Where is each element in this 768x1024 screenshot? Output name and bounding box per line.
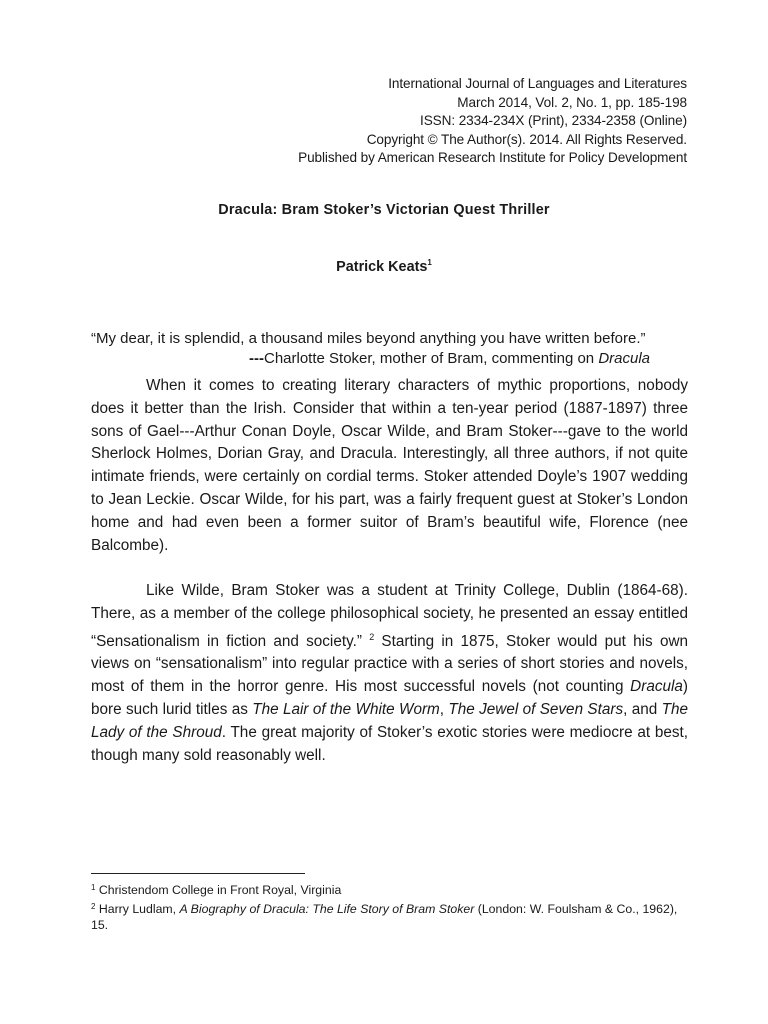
paragraph-2-text bbox=[91, 580, 688, 767]
journal-issue: March 2014, Vol. 2, No. 1, pp. 185-198 bbox=[457, 94, 687, 110]
journal-name: International Journal of Languages and Literatures bbox=[388, 76, 687, 91]
footnote-1-mark: 1 bbox=[91, 883, 96, 892]
epigraph-attribution bbox=[91, 349, 691, 369]
journal-copyright: Copyright © The Author(s). 2014. All Rights Reserved. bbox=[366, 131, 687, 147]
paragraph-2-part-f: . The great majority of Stoker’s exotic stories were mediocre at best, though many sold reasonably well. bbox=[91, 723, 688, 764]
footnotes bbox=[91, 880, 691, 934]
footnote-2-book-title: A Biography of Dracula: The Life Story of Bram Stoker bbox=[179, 901, 475, 916]
epigraph-quote: “My dear, it is splendid, a thousand miles beyond anything you have written before.” bbox=[91, 330, 646, 347]
paragraph-2-part-d: , bbox=[439, 700, 449, 718]
italic-lady-shroud: The Lady of the Shroud bbox=[91, 700, 688, 741]
footnote-1 bbox=[91, 880, 691, 899]
paragraph-2-part-e: , and bbox=[623, 700, 662, 718]
footnote-1-text: Christendom College in Front Royal, Virginia bbox=[95, 883, 342, 897]
article-author bbox=[0, 258, 768, 275]
journal-issn: ISSN: 2334-234X (Print), 2334-2358 (Online) bbox=[420, 113, 687, 128]
paragraph-1 bbox=[91, 375, 688, 557]
paragraph-2 bbox=[91, 580, 688, 767]
epigraph-attribution-text: Charlotte Stoker, mother of Bram, commenting on bbox=[264, 350, 599, 367]
paragraph-2-part-b: Starting in 1875, Stoker would put his own views on “sensationalism” into regular practice with a series of short stories and novels, most of them in the horror genre. His most successful novels (not counting bbox=[91, 632, 689, 696]
epigraph-work: Dracula bbox=[598, 350, 651, 367]
footnote-2-post: (London: W. Foulsham & Co., 1962), 15. bbox=[91, 901, 678, 932]
footnote-2-pre: Harry Ludlam, bbox=[95, 901, 180, 916]
author-name: Patrick Keats bbox=[336, 259, 428, 275]
footnote-divider bbox=[91, 873, 305, 874]
italic-white-worm: The Lair of the White Worm bbox=[252, 700, 440, 718]
italic-dracula: Dracula bbox=[630, 678, 683, 696]
epigraph-dashes: --- bbox=[249, 350, 264, 367]
article-title: Dracula: Bram Stoker’s Victorian Quest Thriller bbox=[218, 202, 550, 218]
italic-seven-stars: The Jewel of Seven Stars bbox=[448, 700, 624, 718]
journal-publisher: Published by American Research Institute for Policy Development bbox=[298, 150, 687, 165]
paragraph-2-part-c: ) bore such lurid titles as bbox=[91, 678, 688, 718]
paragraph-1-text: When it comes to creating literary characters of mythic proportions, nobody does it better than the Irish. Consider that within a ten-year period (1887-1897) three sons of Gael---Arthur Conan Doyle, Oscar Wilde, and Bram Stoker---gave to the world Sherlock Holmes, Dorian Gray, and Dracula. Interestingly, all three authors, if not quite intimate friends, were certainly on cordial terms. Stoker attended Doyle’s 1907 wedding to Jean Leckie. Oscar Wilde, for his part, was a fairly frequent guest at Stoker’s London home and had even been a former suitor of Bram’s beautiful wife, Florence (nee Balcombe). bbox=[91, 377, 688, 554]
footnote-2 bbox=[91, 899, 691, 934]
footnote-2-mark: 2 bbox=[91, 901, 96, 911]
journal-header bbox=[298, 75, 687, 168]
author-footnote-mark: 1 bbox=[427, 258, 432, 267]
epigraph bbox=[91, 329, 691, 369]
paragraph-2-part-a: Like Wilde, Bram Stoker was a student at Trinity College, Dublin (1864-68). There, as a member of the college philosophical society, he presented an essay entitled “Sensationalism in fiction and society.” bbox=[91, 582, 688, 650]
footnote-ref-2: 2 bbox=[369, 631, 375, 642]
